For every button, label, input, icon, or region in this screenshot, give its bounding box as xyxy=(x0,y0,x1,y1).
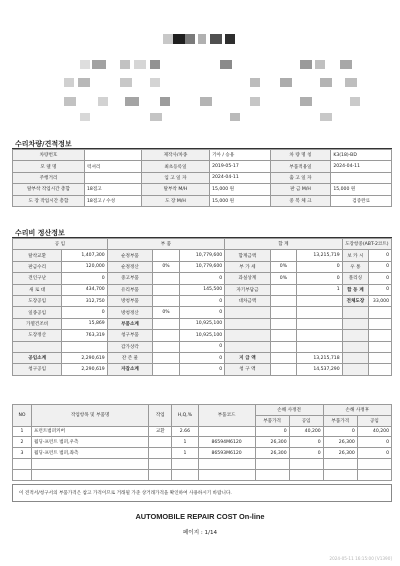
parts-date-label: 부품적용일 xyxy=(270,161,331,172)
item-cell xyxy=(357,469,391,480)
settlement-label: 새 로 대 xyxy=(13,284,62,295)
item-cell: 0 xyxy=(323,426,357,437)
settlement-label: 청 구 액 xyxy=(225,364,270,375)
settlement-value: 1,407,300 xyxy=(62,250,107,261)
settlement-value xyxy=(270,341,297,352)
settlement-value xyxy=(369,364,392,375)
settlement-label: 견인구난 xyxy=(13,273,62,284)
settlement-value: 0 xyxy=(297,273,342,284)
settlement-value xyxy=(369,330,392,341)
settlement-value: 2,290,619 xyxy=(62,364,107,375)
vehicle-info-table xyxy=(12,149,392,207)
item-cell xyxy=(198,469,255,480)
settlement-row xyxy=(13,284,392,295)
mileage-value xyxy=(85,172,142,183)
item-cell: 86593M6120 xyxy=(198,448,255,459)
page-number: 페이지 : 1/14 xyxy=(182,530,218,536)
disasm-total-label: 탈부착 작업시간 총합 xyxy=(13,184,85,195)
item-cell: 1 xyxy=(13,426,32,437)
settlement-label xyxy=(225,318,270,329)
settlement-row xyxy=(13,318,392,329)
paint-mh-label: 도 장 M/H xyxy=(141,195,209,206)
settlement-label: 과실상계 xyxy=(225,273,270,284)
labor-cost-header: 공임 xyxy=(289,415,323,426)
item-cell: 교환 xyxy=(149,426,172,437)
item-cell xyxy=(172,458,199,469)
labor-cost-header: 공임 xyxy=(357,415,391,426)
settlement-label: 자기부담금 xyxy=(225,284,270,295)
settlement-value: 0 xyxy=(179,273,224,284)
settlement-value: 33,000 xyxy=(369,295,392,306)
item-cell xyxy=(289,458,323,469)
vehicle-section-title: 수리차량/견적정보 xyxy=(12,138,392,149)
settlement-value: 145,500 xyxy=(179,284,224,295)
settlement-value xyxy=(270,250,297,261)
settlement-label: 부품소계 xyxy=(107,318,152,329)
item-cell xyxy=(13,469,32,480)
item-cell xyxy=(323,458,357,469)
settlement-value: 0 xyxy=(297,261,342,272)
sheet-metal-mh-value: 15,000 원 xyxy=(331,184,392,195)
table-row xyxy=(13,437,392,448)
settlement-value xyxy=(270,284,297,295)
item-cell xyxy=(31,469,148,480)
settlement-label: 보 카 시 xyxy=(342,250,369,261)
settlement-value: 2,290,619 xyxy=(62,352,107,363)
paint-type-header: 도장항중(ABT-2코트) xyxy=(342,239,391,250)
settlement-value xyxy=(297,295,342,306)
settlement-label: 방청정산 xyxy=(107,307,152,318)
settlement-label: 판금수리 xyxy=(13,261,62,272)
settlement-label: 합 동 계 xyxy=(342,284,369,295)
settlement-label: 청구공임 xyxy=(13,364,62,375)
table-row xyxy=(13,448,392,459)
settlement-value xyxy=(270,330,297,341)
settlement-label xyxy=(225,330,270,341)
item-cell: 86594M6120 xyxy=(198,437,255,448)
settlement-label xyxy=(225,307,270,318)
before-adjust-header: 손해 사정전 xyxy=(255,405,323,416)
settlement-value: 10,779,600 xyxy=(179,250,224,261)
settlement-row xyxy=(13,352,392,363)
settlement-value: 0% xyxy=(153,307,180,318)
settlement-label xyxy=(13,341,62,352)
settlement-value: 10,925,100 xyxy=(179,318,224,329)
item-name: 월딩-프런트 범퍼,좌측 xyxy=(31,448,148,459)
settlement-value: 10,925,100 xyxy=(179,330,224,341)
item-cell: 26,300 xyxy=(323,448,357,459)
settlement-value: 0 xyxy=(369,273,392,284)
settlement-label: 일종공임 xyxy=(13,307,62,318)
print-timestamp: 2024-05-11 16:15:00 [V1390] xyxy=(329,556,392,561)
maker-value: 기아 / 승용 xyxy=(210,150,271,161)
item-cell: 2 xyxy=(13,437,32,448)
labor-header: 공 임 xyxy=(13,239,108,250)
settlement-value: 0 xyxy=(369,284,392,295)
car-no-label: 차량번호 xyxy=(13,150,85,161)
in-date-label: 입 고 일 자 xyxy=(141,172,209,183)
model-value: 럭셔리 xyxy=(85,161,142,172)
settlement-value xyxy=(153,341,180,352)
item-cell: 0 xyxy=(357,437,391,448)
settlement-label: 중고부품 xyxy=(107,273,152,284)
settlement-label: 대차금액 xyxy=(225,295,270,306)
item-cell: 0 xyxy=(289,437,323,448)
item-cell xyxy=(149,469,172,480)
settlement-label xyxy=(342,307,369,318)
item-name: 월딩-프런트 범퍼,우측 xyxy=(31,437,148,448)
redacted-header-mosaic xyxy=(0,0,400,130)
settlement-value: 10,779,600 xyxy=(179,261,224,272)
item-cell xyxy=(255,458,289,469)
repair-item-rows xyxy=(13,426,392,480)
settlement-value xyxy=(153,295,180,306)
in-date-value: 2024-04-11 xyxy=(210,172,271,183)
item-cell xyxy=(149,448,172,459)
settlement-value: 0% xyxy=(270,261,297,272)
item-cell: 26,300 xyxy=(255,448,289,459)
item-cell xyxy=(31,458,148,469)
settlement-label: 감가상각 xyxy=(107,341,152,352)
settlement-label: 청구부품 xyxy=(107,330,152,341)
item-cell: 2.66 xyxy=(172,426,199,437)
settlement-value: 0% xyxy=(153,261,180,272)
settlement-value: 0 xyxy=(179,341,224,352)
sheet-metal-mh-label: 판 금 M/H xyxy=(270,184,331,195)
settlement-value xyxy=(153,364,180,375)
item-cell xyxy=(255,469,289,480)
settlement-rows xyxy=(13,250,392,375)
part-code-header: 부품코드 xyxy=(198,405,255,427)
item-name: 프런트범퍼커버 xyxy=(31,426,148,437)
settlement-row xyxy=(13,364,392,375)
settlement-value: 0 xyxy=(179,352,224,363)
settlement-label: 지 급 액 xyxy=(225,352,270,363)
item-cell: 0 xyxy=(357,448,391,459)
settlement-row xyxy=(13,261,392,272)
settlement-label: 전체도장 xyxy=(342,295,369,306)
car-name-value: K3(18)-BD xyxy=(331,150,392,161)
work-header: 작업 xyxy=(149,405,172,427)
no-header: NO xyxy=(13,405,32,427)
paint-total-label: 도 장 작업시간 총합 xyxy=(13,195,85,206)
item-cell xyxy=(357,458,391,469)
repair-items-section xyxy=(12,404,392,481)
settlement-label xyxy=(342,341,369,352)
repair-items-table xyxy=(12,404,392,481)
dup-check-value: 검증완료 xyxy=(331,195,392,206)
table-row xyxy=(13,458,392,469)
settlement-value xyxy=(153,273,180,284)
vehicle-info-section xyxy=(12,138,392,207)
after-adjust-header: 손해 사정후 xyxy=(323,405,391,416)
parts-date-value: 2024-04-11 xyxy=(331,161,392,172)
settlement-row xyxy=(13,307,392,318)
settlement-section-title: 수리비 정산정보 xyxy=(12,227,392,238)
table-row xyxy=(13,469,392,480)
settlement-table xyxy=(12,238,392,376)
settlement-label: 순정부품 xyxy=(107,250,152,261)
mileage-label: 주행거리 xyxy=(13,172,85,183)
item-cell xyxy=(172,469,199,480)
first-reg-label: 최초등록일 xyxy=(141,161,209,172)
settlement-label xyxy=(342,330,369,341)
settlement-value xyxy=(369,352,392,363)
settlement-section xyxy=(12,227,392,376)
settlement-value xyxy=(369,307,392,318)
disasm-total-value: 18점고 xyxy=(85,184,142,195)
settlement-label: 도장정산 xyxy=(13,330,62,341)
settlement-value xyxy=(153,250,180,261)
item-cell: 26,300 xyxy=(323,437,357,448)
dup-check-label: 중 복 체 크 xyxy=(270,195,331,206)
settlement-value: 120,000 xyxy=(62,261,107,272)
item-cell: 0 xyxy=(289,448,323,459)
settlement-value: 0 xyxy=(179,307,224,318)
settlement-label: 도장공임 xyxy=(13,295,62,306)
labor-mh-value: 15,000 원 xyxy=(210,184,271,195)
settlement-row xyxy=(13,295,392,306)
out-date-label: 출 고 일 자 xyxy=(270,172,331,183)
settlement-value xyxy=(270,364,297,375)
first-reg-value: 2019-05-17 xyxy=(210,161,271,172)
settlement-value: 0% xyxy=(270,273,297,284)
settlement-label xyxy=(342,352,369,363)
item-cell: 0 xyxy=(255,426,289,437)
settlement-value: 0 xyxy=(179,295,224,306)
settlement-value: 1 xyxy=(297,284,342,295)
settlement-value xyxy=(297,307,342,318)
settlement-value xyxy=(270,352,297,363)
price-notice: 이 견적서/청구서의 부품가격은 참고 가격이므로 거래될 가준 상거래가격을 확인하여 사용하시기 바랍니다. xyxy=(12,484,392,502)
settlement-value xyxy=(297,318,342,329)
settlement-label: 유리부품 xyxy=(107,284,152,295)
settlement-label xyxy=(225,341,270,352)
settlement-value: 0 xyxy=(62,307,107,318)
model-label: 모 델 명 xyxy=(13,161,85,172)
total-header: 합 계 xyxy=(225,239,342,250)
settlement-value xyxy=(297,341,342,352)
item-cell: 3 xyxy=(13,448,32,459)
settlement-value: 0 xyxy=(179,364,224,375)
settlement-label: 공임소계 xyxy=(13,352,62,363)
settlement-row xyxy=(13,273,392,284)
settlement-value xyxy=(153,284,180,295)
settlement-label: 잔 존 물 xyxy=(107,352,152,363)
item-cell xyxy=(149,437,172,448)
parts-header: 부 품 xyxy=(107,239,224,250)
settlement-row xyxy=(13,330,392,341)
item-cell xyxy=(289,469,323,480)
settlement-value: 434,700 xyxy=(62,284,107,295)
hq-header: H,Q,% xyxy=(172,405,199,427)
settlement-value xyxy=(297,330,342,341)
settlement-value: 0 xyxy=(62,273,107,284)
settlement-row xyxy=(13,250,392,261)
settlement-value xyxy=(153,352,180,363)
settlement-value: 312,750 xyxy=(62,295,107,306)
settlement-value: 0 xyxy=(369,261,392,272)
settlement-value: 14,537,290 xyxy=(297,364,342,375)
settlement-label xyxy=(342,318,369,329)
settlement-label: 탈착교환 xyxy=(13,250,62,261)
settlement-value: 0 xyxy=(369,250,392,261)
settlement-value xyxy=(270,295,297,306)
settlement-value xyxy=(270,318,297,329)
settlement-value: 13,215,719 xyxy=(297,250,342,261)
settlement-label: 방청부품 xyxy=(107,295,152,306)
maker-label: 제작사/차종 xyxy=(141,150,209,161)
table-row xyxy=(13,426,392,437)
footer-title: AUTOMOBILE REPAIR COST On-line xyxy=(135,512,265,521)
part-price-header: 부품가격 xyxy=(323,415,357,426)
item-cell: 40,200 xyxy=(357,426,391,437)
part-price-header: 부품가격 xyxy=(255,415,289,426)
settlement-label: 부 가 세 xyxy=(225,261,270,272)
settlement-value xyxy=(369,341,392,352)
settlement-label: 합계금액 xyxy=(225,250,270,261)
settlement-value: 15,869 xyxy=(62,318,107,329)
settlement-label: 자잡소계 xyxy=(107,364,152,375)
settlement-row xyxy=(13,341,392,352)
settlement-label: 순정정산 xyxy=(107,261,152,272)
paint-mh-value: 15,000 원 xyxy=(210,195,271,206)
item-cell: 1 xyxy=(172,437,199,448)
item-cell xyxy=(149,458,172,469)
settlement-value xyxy=(153,330,180,341)
item-cell xyxy=(323,469,357,480)
settlement-value: 13,215,718 xyxy=(297,352,342,363)
item-cell: 1 xyxy=(172,448,199,459)
car-no-value xyxy=(85,150,142,161)
out-date-value xyxy=(331,172,392,183)
item-name-header: 작업항목 및 부품명 xyxy=(31,405,148,427)
settlement-label: 우 퉁 xyxy=(342,261,369,272)
settlement-label: 가열건조비 xyxy=(13,318,62,329)
settlement-label: 폴리싱 xyxy=(342,273,369,284)
labor-mh-label: 탈부착 M/H xyxy=(141,184,209,195)
paint-total-value: 18점고 / 수성 xyxy=(85,195,142,206)
settlement-value xyxy=(270,307,297,318)
settlement-label xyxy=(342,364,369,375)
item-cell: 26,300 xyxy=(255,437,289,448)
settlement-value xyxy=(369,318,392,329)
settlement-value xyxy=(153,318,180,329)
settlement-value xyxy=(62,341,107,352)
item-cell xyxy=(13,458,32,469)
settlement-value: 763,319 xyxy=(62,330,107,341)
item-cell xyxy=(198,426,255,437)
item-cell xyxy=(198,458,255,469)
item-cell: 40,200 xyxy=(289,426,323,437)
car-name-label: 차 량 명 칭 xyxy=(270,150,331,161)
